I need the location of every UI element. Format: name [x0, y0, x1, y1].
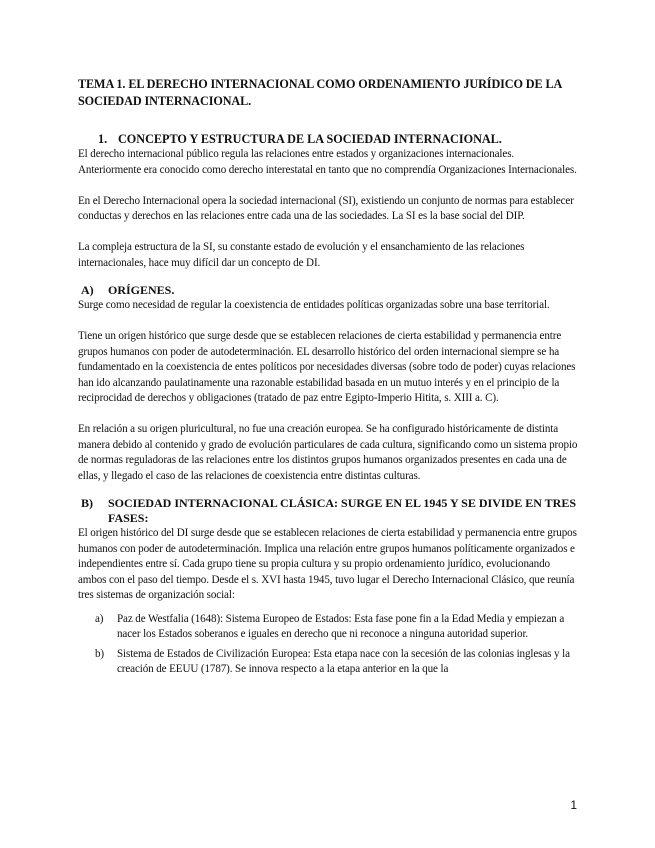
section-a-title: ORÍGENES.	[108, 283, 175, 297]
document-title: TEMA 1. EL DERECHO INTERNACIONAL COMO ORDENAMIENTO JURÍDICO DE LA SOCIEDAD INTERNACIONAL.	[78, 77, 562, 108]
list-item-text: Sistema de Estados de Civilización Europea: Esta etapa nace con la secesión de las colonias inglesas y la creación de EEUU (1787). Se innova respecto a la etapa anterior en la que la	[117, 647, 570, 675]
section-1-heading	[78, 132, 578, 147]
list-item-text: Paz de Westfalia (1648): Sistema Europeo de Estados: Esta fase pone fin a la Edad Media y empiezan a nacer los Estados soberanos e iguales en derecho que ni reconoce a ninguna autoridad superior.	[117, 612, 565, 640]
section-1-title: CONCEPTO Y ESTRUCTURA DE LA SOCIEDAD INTERNACIONAL.	[118, 132, 502, 146]
list-item	[78, 612, 578, 643]
paragraph: El origen histórico del DI surge desde que se establecen relaciones de cierta estabilidad y permanencia entre grupos humanos con poder de autodeterminación. Implica una relación entre grupos humanos políticamente organizados e independientes entre sí. Cada grupo tiene su propia cultura y su propio ordenamiento jurídico, evolucionando ambos con el paso del tiempo. Desde el s. XVI hasta 1945, tuvo lugar el Derecho Internacional Clásico, que reunía tres sistemas de organización social:	[78, 527, 577, 601]
phases-list	[78, 612, 578, 678]
section-1-number: 1.	[98, 132, 108, 146]
section-b-heading	[78, 496, 578, 526]
section-a-number: A)	[81, 283, 94, 297]
paragraph: El derecho internacional público regula las relaciones entre estados y organizaciones internacionales. Anteriormente era conocido como derecho interestatal en tanto que no comprendía Organizaciones Internacionales.	[78, 148, 577, 176]
paragraph: En el Derecho Internacional opera la sociedad internacional (SI), existiendo un conjunto de normas para establecer conductas y derechos en las relaciones entre cada una de las sociedades. La SI es la base social del DIP.	[78, 194, 574, 222]
page-number: 1	[570, 798, 577, 812]
paragraph: Surge como necesidad de regular la coexistencia de entidades políticas organizadas sobre una base territorial.	[78, 299, 550, 311]
list-item	[78, 647, 578, 678]
paragraph: En relación a su origen pluricultural, no fue una creación europea. Se ha configurado históricamente de distinta manera debido al contenido y grado de evolución particulares de cada cultura, significando como un sistema propio de normas reguladoras de las relaciones entre los distintos grupos humanos organizados presentes en cada una de ellas, y llegado el caso de las relaciones de coexistencia entre distintas culturas.	[78, 423, 578, 482]
document-page	[78, 76, 578, 682]
section-b-title: SOCIEDAD INTERNACIONAL CLÁSICA: SURGE EN EL 1945 Y SE DIVIDE EN TRES FASES:	[108, 496, 576, 525]
list-marker: a)	[95, 612, 104, 625]
paragraph: La compleja estructura de la SI, su constante estado de evolución y el ensanchamiento de las relaciones internacionales, hace muy difícil dar un concepto de DI.	[78, 241, 525, 269]
section-a-heading	[78, 283, 578, 298]
paragraph: Tiene un origen histórico que surge desde que se establecen relaciones de cierta estabilidad y permanencia entre grupos humanos con poder de autodeterminación. EL desarrollo histórico del orden internacional siempre se ha fundamentado en la coexistencia de entes políticos por necesidades diversas (sobre todo de poder) cuyas relaciones han ido alcanzando paulatinamente una razonable estabilidad basada en un mutuo interés y en el principio de la reciprocidad de derechos y obligaciones (tratado de paz entre Egipto-Imperio Hitita, s. XIII a. C).	[78, 330, 576, 404]
section-b-number: B)	[81, 496, 93, 510]
list-marker: b)	[95, 647, 105, 660]
